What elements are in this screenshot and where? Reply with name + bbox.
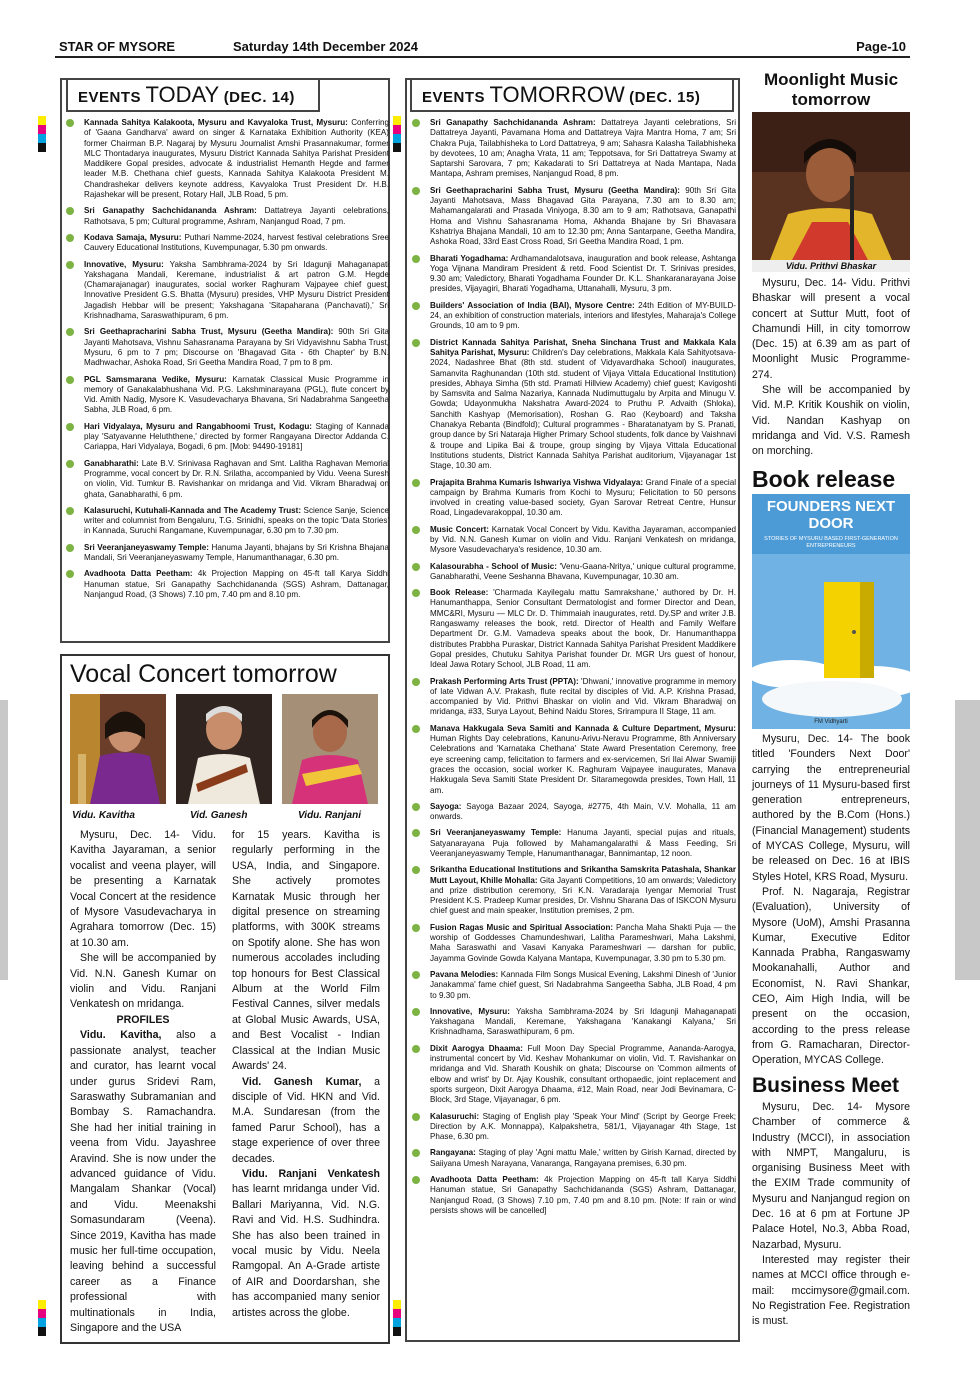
event-text: Karnatak Classical Music Programme in memory of Ganakalabhushana Vid. P.G. Lakshminarayana (PGL), flute concert by Vid. Amith Nadig, Mysore K. Vasudevacharya Bhavana, Sri Nadabrahma Sangeetha Sabha, JLB Road, 6 pm. [84,374,389,415]
event-item [410,478,736,519]
bullet-icon [412,1008,420,1016]
ganesh-photo [176,694,272,804]
bullet-icon [66,119,74,127]
event-item [64,506,389,537]
bullet-icon [66,507,74,515]
page-header [55,36,910,58]
bullet-icon [412,255,420,263]
event-text: Pancha Maha Shakti Puja — the worship of Goddesses Chamundeshwari, Lalitha Parameshwari, Maha Lakshmi, Maha Saraswathi and Vasavi Kanyaka Parameshwari — darshan for public, Jayamma Govinde Gowda Kalyana Mantapa, Kuvempunagar, 3.30 pm to 5.30 pm. [430,922,737,963]
bullet-icon [412,563,420,571]
event-text: 24th Edition of MY-BUILD-24, an exhibition of construction materials, interiors and lifestyles, Maharaja's College Grounds, 10 am to 9 pm. [430,300,737,331]
bullet-icon [412,589,420,597]
event-text: Science Sanje, Science writer and columnist from Bengaluru, T.G. Srinidhi, speaks on the topic 'Data Stories' in Kannada, Suruchi Rangamane, Kuvempunagar, 6.30 pm to 7.30 pm. [84,505,390,536]
ranjani-caption: Vidu. Ranjani [298,810,361,821]
event-item [410,562,736,583]
event-title: Sri Veeranjaneyaswamy Temple: [430,828,562,838]
bullet-icon [412,971,420,979]
event-text: Staging of English play 'Speak Your Mind' (Script by George Freek; Direction by A.K. Monnappa), Kalpakshetra, 581/1, Vijayanagar 4th Stage, 1st Phase, 6.30 pm. [430,1111,737,1142]
event-title: Music Concert: [430,524,489,534]
prithvi-caption: Vidu. Prithvi Bhaskar [752,260,910,272]
book-cover-title: FOUNDERS NEXT DOOR [766,498,896,532]
bullet-icon [412,1149,420,1157]
event-item [410,677,736,718]
event-title: Kalasourabha - School of Music: [430,561,557,571]
event-text: Yaksha Sambhrama-2024 by Sri Idagunji Mahaganapati Yakshagana Mandali, Keremane, Yakshagana 'Kanakangi Kalyana,' Sri Krishnadhama, Saraswathipuram, 6 pm. [430,1006,736,1037]
event-text: Grand Finale of a special campaign by Brahma Kumaris from Kochi to Mysuru; Felicitation to 50 persons involved in creating value-based society, Gyan Sarovar Retreat Centre, Hunsur Road, Lingadevarakoppal, 10.30 am. [430,477,737,518]
bullet-icon [412,526,420,534]
events-today-heading: EVENTS TODAY (DEC. 14) [66,78,320,112]
event-title: Sri Geethapracharini Sabha Trust, Mysuru (Geetha Mandira): [430,185,681,195]
event-item [410,525,736,556]
event-text: Full Moon Day Special Programme, Aananda-Aarogya, instrumental concert by Vid. Keshav Mohankumar on violin, Vid. T. Ravishankar on mridanga and Vid. Sharath Koushik on ghata; Discourse on 'Common ailments of elbow and wrist' by Dr. Ajay Koushik, consultant orthopaedic, joint replacement and sports surgeon, Dixit Aarogya Dhaama, #12, Main Road, near Jodi Bevinamara, C-Block, 3rd Stage, Vijayanagar, 6 pm. [430,1043,736,1105]
event-title: Kalasuruchi: [430,1111,480,1121]
event-title: Rangayana: [430,1148,476,1158]
event-title: Sri Geethapracharini Sabha Trust, Mysuru (Geetha Mandira): [84,327,334,337]
event-title: Pavana Melodies: [430,969,499,979]
event-text: Human Rights Day celebrations, Kanunu-Arivu-Neravu Programme, 8th Anniversary Celebrations and 'Karnataka Chethana' State Award Presentation Ceremony, free eye screening camp, felicitation to farmers and ex-servicemen, Sri Ilai Alwar Swamiji graces the occasion, social worker K. Raghuram Vajpayee inaugurates, Manava Hakkugala Seva Samiti State President Dr. Sitaramegowda presides, Town Hall, 11 am. [430,734,736,795]
event-item [410,1007,736,1038]
event-item [410,186,736,248]
bullet-icon [412,479,420,487]
event-text: 90th Sri Gita Jayanti Mahotsava, Vishnu Sahasranama Parayana by Sri Vidyavishnu Sabha Trust, Mysuru, 6 pm to 7 pm; Discourse on 'Bhagavad Gita - 6th Chapter' by B.N. Madhwachar, Ashoka Road, Sri Geetha Mandira Road, 7 pm to 8 pm. [84,327,389,368]
event-item [410,254,736,295]
event-title: Prakash Performing Arts Trust (PPTA): [430,676,579,686]
kavitha-caption: Vidu. Kavitha [72,810,135,821]
event-item [64,327,389,368]
ranjani-photo [282,694,378,804]
profiles-heading: PROFILES [116,1013,170,1026]
ganesh-caption: Vid. Ganesh [190,810,248,821]
registration-marks [393,116,401,152]
left-margin-band [0,700,8,980]
events-tomorrow-heading: EVENTS TOMORROW (DEC. 15) [410,78,734,112]
bullet-icon [412,1045,420,1053]
bullet-icon [66,234,74,242]
event-title: Srikantha Educational Institutions and Srikantha Samskrita Patashala, Shankar Mutt Layout, Khille Mohalla: [430,865,736,885]
book-release-text: Mysuru, Dec. 14- The book titled 'Founders Next Door' carrying the entrepreneurial journeys of 11 Mysuru-based first generation entrepreneurs, authored by the B.Com (Hons.) (Financial Management) students of MYCAS College, Mysuru, will be released on Dec. 16 at IBIS Styles Hotel, KRS Road, Mysuru. Prof. N. Nagaraja, Registrar (Evaluation), University of Mysore (UoM), Amshi Prasanna Kumar, Executive Editor Kannada Prabha, Rangaswamy Mookanahalli, Author and Economist, N. Ravi Shankar, CEO, Aim High India, will be present on the occasion, according to the press release from G. Ramacharan, Director-Operation, MYCAS College. [752,733,910,1067]
event-item [410,828,736,859]
event-item [410,338,736,472]
bullet-icon [412,187,420,195]
event-text: Late B.V. Srinivasa Raghavan and Smt. Lalitha Raghavan Memorial Programme, vocal concert by Dr. R.N. Srilatha, accompanied by Vidu. Veena Suresh on violin, Vid. Tumkur B. Ravishankar on mridanga and Vid. Vikram Bharadwaj on ghata, Ganabharathi, 6 pm. [84,458,390,499]
event-item [410,1175,736,1216]
bullet-icon [412,678,420,686]
event-title: Builders' Association of India (BAI), Mysore Centre: [430,300,635,310]
event-text: 4k Projection Mapping on 45-ft tall Karya Siddhi Hanuman statue, Sri Ganapathy Sachchidananda (SGS) Ashram, Dattanagar, Nanjangud Road, (3 Shows) 7.10 pm, 7.40 pm and 8.10 pm. [Note: If rain or wind persists shows will be cancelled] [430,1175,736,1215]
event-text: Conferring of 'Gaana Gandharva' award on singer & Karnataka Exhibition Authority (KEA) former Chairman B.P. Nagaraj by Mysuru Journalist Amshi Prasannakumar, former MLC Thontadarya inaugurates, Mysuru District Kannada Sahitya Parishat President Maddikere Gopal presides, advocate & industrialist Hemanth Hegde and farmer leader M.B. Chethana chief guests, Kannada Sahitya Kalakoota President M. Chandrashekar delivers keynote address, Kavyaloka Trust President Dr. H.B. Rajashekar will be present, Rotary Hall, JLB Road, 5 pm. [84,118,389,200]
event-item [410,1112,736,1143]
event-title: Prajapita Brahma Kumaris Ishwariya Vishwa Vidyalaya: [430,477,644,487]
event-item [410,802,736,823]
bullet-icon [66,544,74,552]
event-title: Avadhoota Datta Peetham: [430,1175,539,1185]
event-text: 4k Projection Mapping on 45-ft tall Karya Siddhi Hanuman statue, Sri Ganapathy Sachchidananda (SGS) Ashram, Dattanagar, Nanjangud Road, (3 Shows) 7.10 pm, 7.40 pm and 8.10 pm. [84,569,389,599]
bullet-icon [66,261,74,269]
vocal-concert-article [60,654,390,1344]
event-title: Innovative, Mysuru: [84,259,164,269]
page-number: Page-10 [856,39,906,54]
event-item [64,422,389,453]
event-item [64,375,389,416]
event-title: Avadhoota Datta Peetham: [84,569,193,579]
kavitha-photo [70,694,166,804]
event-title: Sri Ganapathy Sachchidananda Ashram: [430,118,596,127]
paper-name: STAR OF MYSORE [59,39,176,54]
event-text: Gita Jayanti Competitions, 10 am onwards; Valedictory and prize distribution ceremony, Sri K.N. Varadaraja Iyengar Memorial Trust President K.S. Pradeep Kumar presides, Dr. Vishnu Sharana Das of ISKCON Mysuru chief guest and main speaker, Institution premises, 2 pm. [430,875,737,916]
event-text: Hanuma Jayanti, special pujas and rituals, Satyanarayana Puja followed by Mahamangalarathi & Mass Feeding, Sri Veeranjaneyaswamy Temple, Hanumanthanagar, Bannimantap, 12 noon. [430,828,737,858]
book-release-title: Book release [752,466,896,492]
event-title: Bharati Yogadhama: [430,253,509,263]
event-item [410,588,736,670]
bullet-icon [412,924,420,932]
bullet-icon [412,119,420,127]
event-item [410,301,736,332]
event-title: Book Release: [430,588,489,598]
event-title: Kannada Sahitya Kalakoota, Mysuru and Kavyaloka Trust, Mysuru: [84,118,348,127]
bullet-icon [66,207,74,215]
vocal-column-1: Mysuru, Dec. 14- Vidu. Kavitha Jayaraman, a senior vocalist and veena player, will be presenting a Karnatak Vocal Concert at the residence of Mysore Vasudevacharya in Agrahara tomorrow (Dec. 15) at 10.30 am. She will be accompanied by Vid. N.N. Ganesh Kumar on violin and Vidu. Ranjani Venkatesh on mridanga. PROFILES Vidu. Kavitha, also a passionate analyst, teacher and curator, has learnt vocal under gurus Sridevi Ram, Saraswathy Subramanian and Bombay S. Ramachandra. She had her initial training in veena from Vidu. Jayashree Aravind. She is now under the advanced guidance of Vidu. Mangalam Shankar (Vocal) and Vidu. Meenakshi Somasundaram (Veena). Since 2019, Kavitha has made music her full-time occupation, leaving behind a successful career as a Finance professional with multinationals in India, Singapore and the USA [70,829,216,1334]
bullet-icon [412,1176,420,1184]
event-item [410,865,736,916]
bullet-icon [412,1113,420,1121]
event-title: PGL Samsmarana Vedike, Mysuru: [84,374,227,384]
event-title: Dixit Aarogya Dhaama: [430,1043,523,1053]
prithvi-photo [752,112,910,260]
bullet-icon [412,866,420,874]
page-date: Saturday 14th December 2024 [233,39,418,54]
registration-marks [393,1300,401,1336]
bullet-icon [66,460,74,468]
event-text: 90th Sri Gita Jayanti Mahotsava, Mass Bhagavad Gita Parayana, 7.30 am to 8.30 am; Mahamangalarati and Prasada Viniyoga, 8.30 am to 9 am; Rathotsava, Ganapathi Homa and Vishnu Sahasranama Homa, Akhanda Bhajane by Sri Bhavasara Kshatriya Bhajana Mandali, 10 am to 12.30 pm; Anna Santarpane, Geetha Mandira, Ashoka Road, 33rd East Cross Road, Sri Geetha Mandira Road, 1 pm. [430,185,736,247]
event-text: Sayoga Bazaar 2024, Sayoga, #2775, 4th Main, V.V. Mohalla, 11 am onwards. [430,801,737,822]
event-text: Karnatak Vocal Concert by Vidu. Kavitha Jayaraman, accompanied by Vid. N.N. Ganesh Kumar on violin and Vidu. Ranjani Venkatesh on mridanga, Mysore Vasudevacharya's residence, 10.30 am. [430,524,737,555]
moonlight-title: Moonlight Music tomorrow [763,70,899,109]
registration-marks [38,1300,46,1336]
bullet-icon [66,376,74,384]
book-cover-art [752,554,910,729]
event-text: Staging of play 'Agni mattu Male,' written by Girish Karnad, directed by Saiiyana Umesh Narayana, Vanaranga, Rangayana premises, 6.30 pm. [430,1148,737,1168]
book-cover-author: FM Vidhyarti [814,719,848,725]
bullet-icon [412,339,420,347]
event-title: Sri Veeranjaneyaswamy Temple: [84,542,209,552]
event-item [64,206,389,227]
vocal-column-2: for 15 years. Kavitha is regularly performing in the USA, India, and Singapore. She actively promotes Karnatak Music through her digital presence on streaming platforms, with 300K streams on Spotify alone. She has won numerous accolades including top honours for Best Classical Album at the World Film Festival Cannes, silver medals at Global Music Awards, USA, and Best Vocalist - Indian Classical at the Indian Music Awards' 24. Vid. Ganesh Kumar, a disciple of Vid. HKN and Vid. M.A. Sundaresan (from the famed Parur School), has a stage experience of over three decades. Vidu. Ranjani Venkatesh has learnt mridanga under Vid. Ballari Mariyanna, Vid. N.G. Ravi and Vid. H.S. Sudhindra. She has also been trained in vocal music by Vidu. Neela Ramgopal. An A-Grade artiste of AIR and Doordarshan, she has accompanied many senior artistes across the globe. [232,829,380,1319]
event-item [64,459,389,500]
event-item [410,724,736,796]
event-item [64,569,389,600]
event-text: 'Venu-Gaana-Nritya,' unique cultural programme, Ganabharathi, Veene Seshanna Bhavana, Kuvempunagar, 10.30 am. [430,561,736,581]
event-text: Dattatreya Jayanti celebrations, Sri Dattatreya Jayanti, Pavamana Homa and Dattatreya Vajra Mantra Homa, 7 am; Sri Chakra Puja, Tailabhisheka to Lord Dattatreya, 9 am; Sahasra Kalasha Tailabhisheka by devotees, 10 am; Anagha Vrata, 11 am; Teppotsava, for Sri Dattatreya Swamy at Saptarshi Sarovara, 7 pm; Kakadarati to Sri Dattatreya at Nada Mantapa, Nada Mantapa, Ashram premises, Nanjangud Road, 8 pm. [430,118,737,179]
business-meet-text: Mysuru, Dec. 14- Mysore Chamber of commerce & Industry (MCCI), in association with NMPT, Mangaluru, is organising Business Meet with the EXIM Trade community of Mysuru and Nanjangud region on Dec. 16 at 6 pm at Fortune JP Palace Hotel, No.3, Abba Road, Nazarbad, Mysuru. Interested may register their names at MCCI office through e-mail: mccimysore@gmail.com. No Registration Fee. Registration is must. [752,1101,910,1328]
event-item [64,543,389,564]
event-text: 'Charmada Kayilegalu mattu Samrakshane,' authored by Dr. H. Hanumanthappa, Senior Consultant Dermatologist and former Director and Dean, MMC&RI, Mysuru — MLC Dr. D. Thimmaiah inaugurates, retd. Dy.SP and writer J.B. Rangaswamy releases the book, retd. Director of Health and Family Welfare Department Dr. G.M. Vamadeva speaks about the book, Dr. Hanumanthappa distributes Prabbha Puraskar, District Kannada Sahitya Parishat President Maddikere Gopal presides, Chutuku Sahitya Parishat founder Dr. MGR Urs guest of honour, Ideal Jawa Rotary School, JLB Road, 11 am. [430,588,736,670]
event-text: Hanuma Jayanti, bhajans by Sri Krishna Bhajana Mandali, Sri Veeranjaneyaswamy Temple, Hanumanthanagar, 6.30 pm. [84,542,390,562]
event-title: Kodava Samaja, Mysuru: [84,232,182,242]
event-item [64,233,389,254]
bullet-icon [412,803,420,811]
bullet-icon [66,423,74,431]
right-margin-band [955,700,980,980]
event-text: Puthari Namme-2024, harvest festival celebrations Sree Cauvery Educational Institutions, Kuvempunagar, 5.30 pm onwards. [84,232,390,253]
events-tomorrow-list [410,118,736,1222]
bullet-icon [66,328,74,336]
bullet-icon [66,570,74,578]
bullet-icon [412,829,420,837]
event-text: Dattatreya Jayanti celebrations, Rathotsava, 5 pm; Cultural programme, Ashram, Nanjangud Road, 7 pm. [84,206,389,226]
event-text: Kannada Film Songs Musical Evening, Lakshmi Dinesh of 'Junior Janakamma' fame chief guest, Sri Nadabrahma Sangeetha Sabha, JLB Road, 4 pm to 9.30 pm. [430,969,736,1000]
event-item [410,923,736,964]
event-title: Manava Hakkugala Seva Samiti and Kannada & Culture Department, Mysuru: [430,723,736,733]
event-title: Kalasuruchi, Kutuhali-Kannada and The Academy Trust: [84,505,302,515]
event-item [410,1044,736,1106]
event-item [410,118,736,180]
business-meet-title: Business Meet [752,1074,900,1097]
event-text: Yaksha Sambhrama-2024 by Sri Idagunji Mahaganapati Yakshagana Mandali, Keremane, industrialist & art patron G.M. Hegde (Chamarajanagar) inaugurates, social worker Raghuram Vajpayee chief guest, Innovative President G.S. Bhatta (Mysuru) presides, VHP Mysuru District President Jagadish Hebbar will be present; Yakshagana 'Sitapaharana (Panchavati),' Sri Krishnadhama, Saraswathipuram, 6 pm. [84,259,389,321]
vocal-concert-title: Vocal Concert tomorrow [70,660,337,688]
event-text: 'Dhwani,' innovative programme in memory of late Vidwan A.V. Prakash, flute recital by disciples of Vid. A.P. Krishna Prasad, accompanied by Vid. Prithvi Bhaskar on violin and Vid. Vikram Bharadwaj on mridanga, #33, Surya Layout, Behind Naidu Stores, Srirampura II Stage, 11 am. [430,676,736,717]
event-title: Ganabharathi: [84,458,139,468]
event-text: Ardhamandalotsava, inauguration and book release, Ashtanga Yoga Vijnana Mandiram President & retd. Food Scientist Dr. T. Srinivas presides, 9.30 am; Valedictory, Bharati Yogadhama Founder Dr. K.L. Shankaranarayana Joise presides, Vijayagiri, Bharati Yogadhama, Uttanahalli, Mysuru, 3 pm. [430,253,736,294]
event-title: Hari Vidyalaya, Mysuru and Rangabhoomi Trust, Kodagu: [84,421,312,431]
event-title: Innovative, Mysuru: [430,1006,510,1016]
book-cover [752,494,910,729]
bullet-icon [412,302,420,310]
event-item [410,1148,736,1169]
event-item [410,970,736,1001]
event-text: Staging of Kannada play 'Satyavanne Heluththene,' directed by former Rangayana Director Addanda C. Cariappa, Hari Vidyalaya, Bogadi, 6 pm. [Mob: 94490-19181] [84,421,389,452]
moonlight-text: Mysuru, Dec. 14- Vidu. Prithvi Bhaskar will present a vocal concert at Suttur Mutt, foot of Chamundi Hill, in city tomorrow (Dec. 15) at 6.39 am as part of Moonlight Music Programme-274. She will be accompanied by Vid. M.P. Kritik Koushik on violin, Vid. Nandan Kashyap on mridanga and Vid. V.S. Ramesh on morching. [752,277,910,458]
bullet-icon [412,725,420,733]
events-today-list [64,118,389,606]
event-title: Fusion Ragas Music and Spiritual Association: [430,922,614,932]
event-item [64,118,389,200]
event-title: Sayoga: [430,801,462,811]
book-cover-subtitle: STORIES OF MYSURU BASED FIRST-GENERATION ENTREPRENEURS [764,536,898,549]
event-item [64,260,389,322]
event-title: Sri Ganapathy Sachchidananda Ashram: [84,206,257,216]
event-text: Children's Day celebrations, Makkala Kala Sahityotsava-2024, Nadashree Bhat (8th std. student of Vidyavardhaka School) inaugurates, Samanvita Raghunandan (10th std. student of Vijaya Vittala Educational Institution) presides, Abhaya Simha (5th std. Pramati Hillview Academy) chief guest; Kavigoshti by Samsvita and Salma Nazariya, Kannada Nudimuttugalu by Arpita and Minugu V. Gowda; Udayonmukha Nakshatra Award-2024 to Pruthu P. Advaith (Shloka), Sanchith Kashyap (Memorisation), Roshan G. Rao (Keyboard) and Taksha Chanakya Rebanta (Bindfold); Cultural programmes - Bharatanatyam by S. Pranati, group dance by Sri Nataraja Higher Primary School students, folk dance by Vaishnavi & troupe and Lipika Bai & troupe, group singing by Vijaya Vittala Educational Institutions students, District Kannada Sahitya Parishat auditorium, Vijayanagar 1st Stage, 10.30 am. [430,347,737,471]
registration-marks [38,116,46,152]
event-title: District Kannada Sahitya Parishat, Sneha Sinchana Trust and Makkala Kala Sahitya Parishat, Mysuru: [430,337,736,357]
